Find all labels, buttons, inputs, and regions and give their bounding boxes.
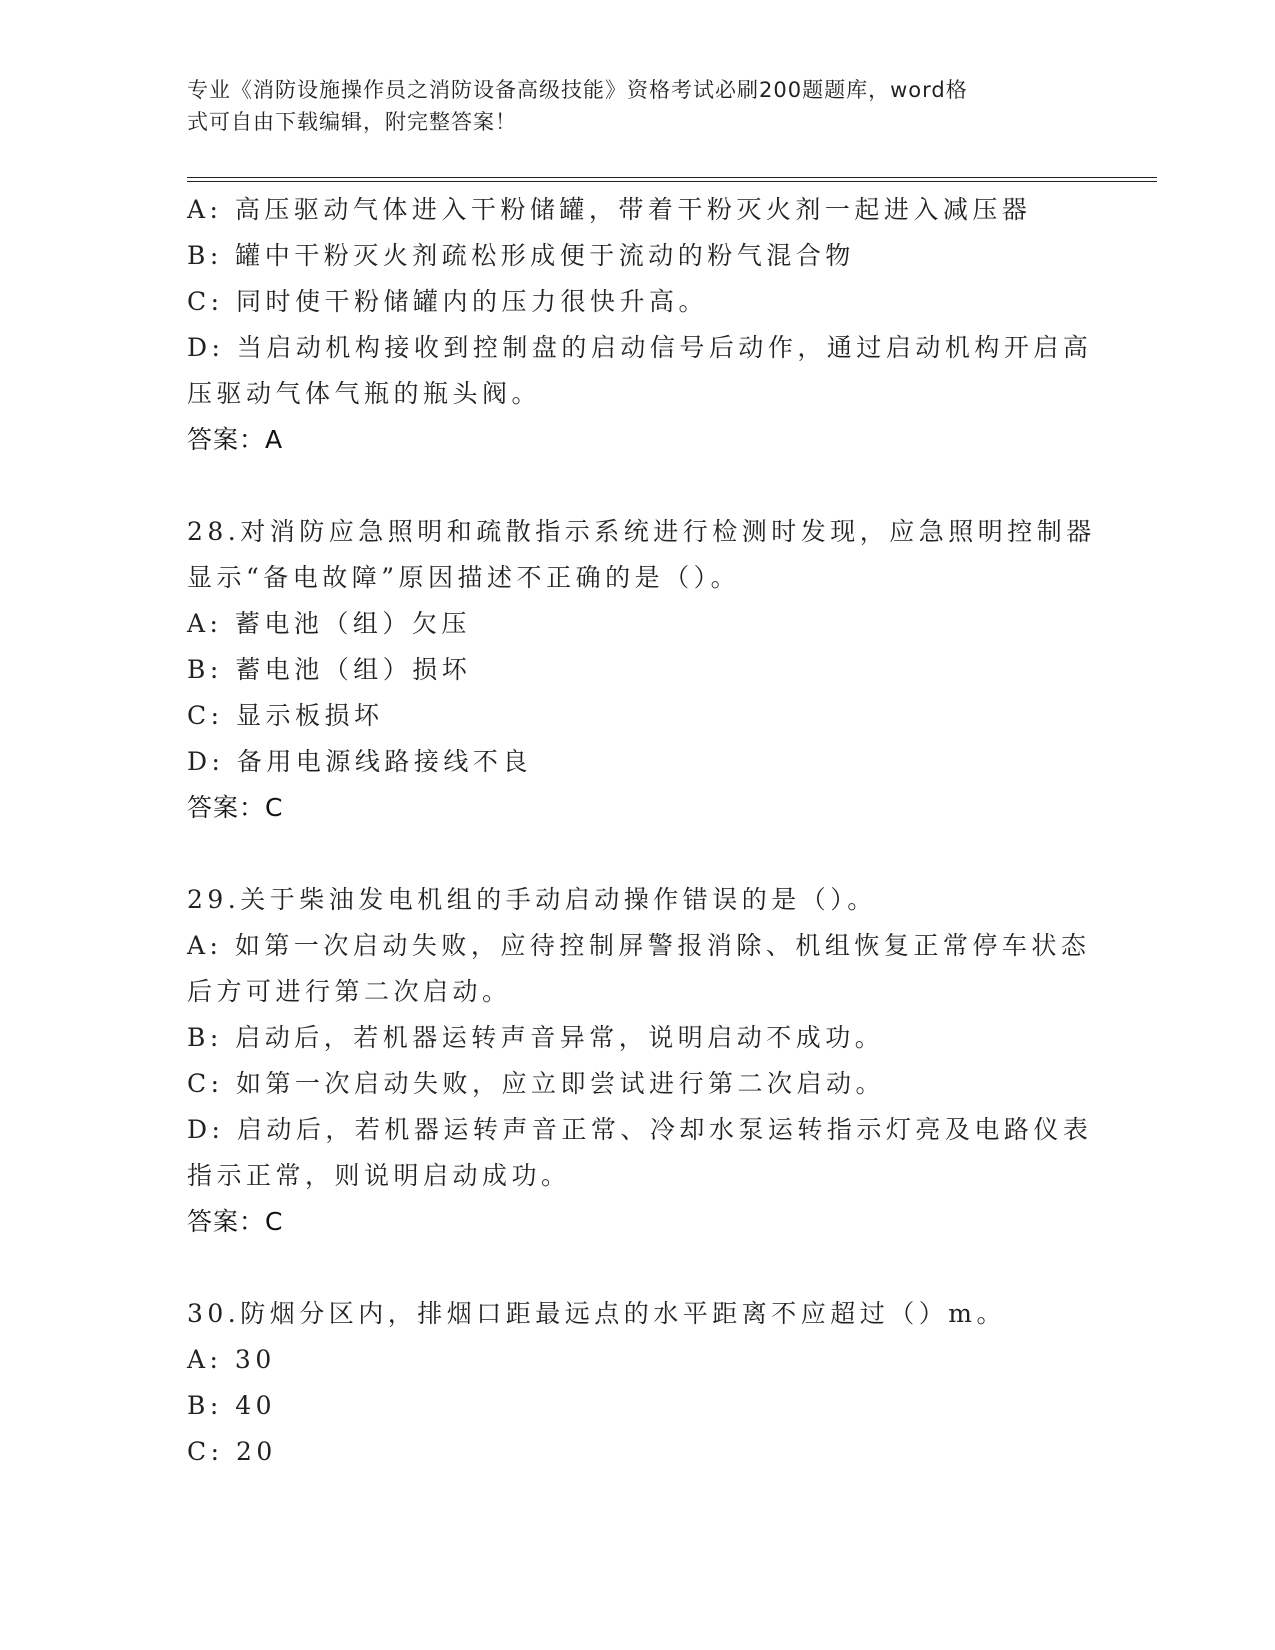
option-c: C: 显示板损坏 [187,701,384,730]
spacer [187,463,1087,509]
option-c: C: 如第一次启动失败，应立即尝试进行第二次启动。 [187,1069,886,1098]
answer: 答案：A [187,425,284,454]
option-b: B: 蓄电池（组）损坏 [187,655,472,684]
option-a-continued: 后方可进行第二次启动。 [187,977,512,1006]
question-text-continued: 显示“备电故障”原因描述不正确的是（）。 [187,563,741,592]
option-c: C: 同时使干粉储罐内的压力很快升高。 [187,287,708,316]
option-a: A: 高压驱动气体进入干粉储罐，带着干粉灭火剂一起进入减压器 [187,195,1032,224]
header-rule-top [187,177,1157,178]
question-28 [187,509,1096,831]
option-a: A: 如第一次启动失败，应待控制屏警报消除、机组恢复正常停车状态 [187,931,1091,960]
option-a: A: 蓄电池（组）欠压 [187,609,471,638]
option-b: B: 罐中干粉灭火剂疏松形成便于流动的粉气混合物 [187,241,855,270]
option-a: A: 30 [187,1345,276,1374]
spacer [187,831,1087,877]
header-line-1: 专业《消防设施操作员之消防设备高级技能》资格考试必刷200题题库，word格 [187,78,968,102]
question-list [187,187,1096,1475]
option-d: D: 备用电源线路接线不良 [187,747,532,776]
option-d: D: 启动后，若机器运转声音正常、冷却水泵运转指示灯亮及电路仪表 [187,1115,1093,1144]
question-30 [187,1291,1087,1475]
question-text: 30.防烟分区内，排烟口距最远点的水平距离不应超过（）m。 [187,1299,1006,1328]
spacer [187,1245,1087,1291]
option-d-continued: 压驱动气体气瓶的瓶头阀。 [187,379,542,408]
question-text: 29.关于柴油发电机组的手动启动操作错误的是（）。 [187,885,877,914]
option-d: D: 当启动机构接收到控制盘的启动信号后动作，通过启动机构开启高 [187,333,1093,362]
answer: 答案：C [187,793,284,822]
question-text: 28.对消防应急照明和疏散指示系统进行检测时发现，应急照明控制器 [187,517,1096,546]
question-29 [187,877,1093,1245]
answer: 答案：C [187,1207,284,1236]
option-b: B: 40 [187,1391,277,1420]
option-c: C: 20 [187,1437,277,1466]
question-27 [187,187,1093,463]
option-b: B: 启动后，若机器运转声音异常，说明启动不成功。 [187,1023,885,1052]
header-rule-bottom [187,181,1157,182]
option-d-continued: 指示正常，则说明启动成功。 [187,1161,571,1190]
header-line-2: 式可自由下载编辑，附完整答案！ [187,110,517,134]
document-header [187,74,1067,138]
